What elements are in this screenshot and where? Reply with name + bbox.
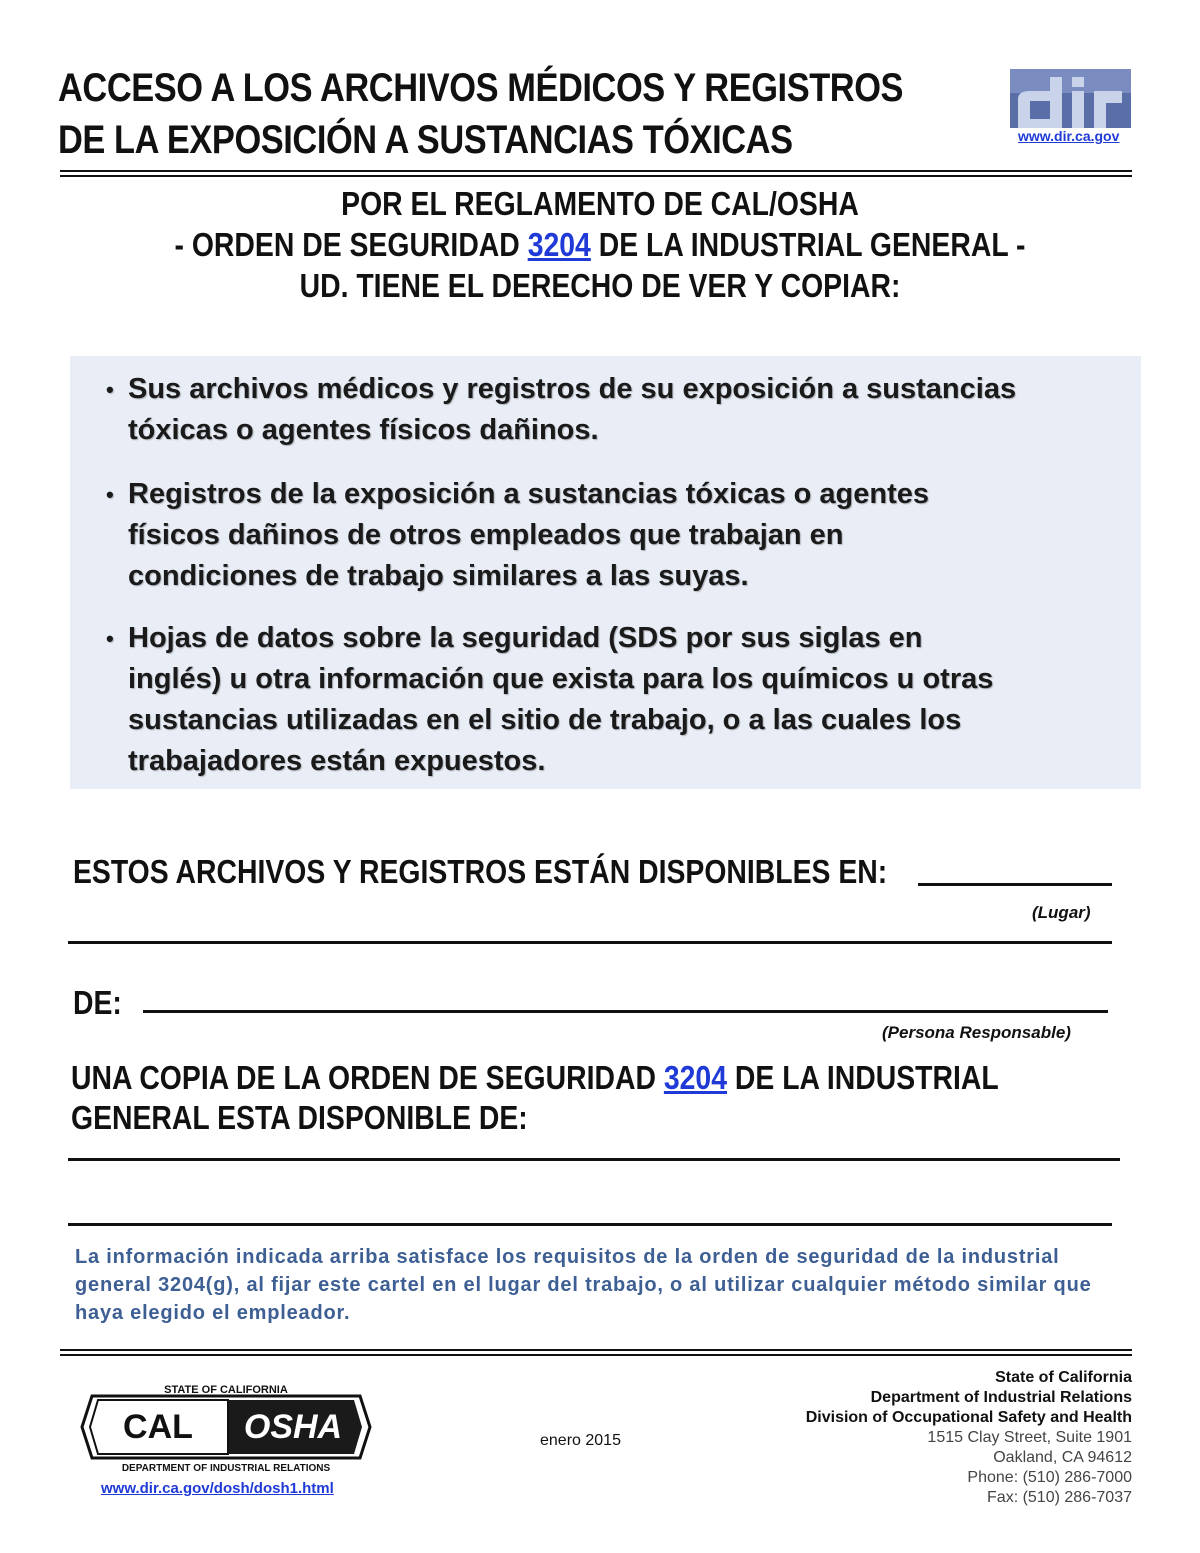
bullet-icon: • <box>106 377 114 402</box>
title-line-1: ACCESO A LOS ARCHIVOS MÉDICOS Y REGISTROS <box>58 66 904 110</box>
person-fill-line[interactable] <box>143 1010 1108 1013</box>
list-item-text: Sus archivos médicos y registros de su exposición a sustancias <box>128 373 1017 405</box>
seal-bottom-text: DEPARTMENT OF INDUSTRIAL RELATIONS <box>121 1463 331 1474</box>
subhead-line-1: POR EL REGLAMENTO DE CAL/OSHA <box>341 185 859 222</box>
copy-available-line-2: GENERAL ESTA DISPONIBLE DE: <box>71 1099 528 1136</box>
subhead-text: DE LA INDUSTRIAL GENERAL - <box>590 226 1026 263</box>
list-item-text: sustancias utilizadas en el sitio de trabajo, o a las cuales los <box>128 704 962 736</box>
address-fax: Fax: (510) 286-7037 <box>987 1489 1132 1506</box>
subhead-line-2 <box>84 224 1116 265</box>
bullet-icon: • <box>106 482 114 507</box>
address-phone: Phone: (510) 286-7000 <box>967 1469 1132 1486</box>
divider <box>60 1349 1132 1351</box>
seal-osha-text: OSHA <box>243 1408 343 1446</box>
address-department: Department of Industrial Relations <box>870 1389 1132 1406</box>
from-label: DE: <box>73 984 122 1021</box>
bullet-icon: • <box>106 626 114 651</box>
copy-text: UNA COPIA DE LA ORDEN DE SEGURIDAD <box>71 1059 664 1096</box>
divider <box>60 1354 1132 1356</box>
place-fill-line[interactable] <box>918 883 1112 886</box>
list-item <box>106 618 1118 782</box>
regulation-subheading <box>0 183 1200 306</box>
available-at-label: ESTOS ARCHIVOS Y REGISTROS ESTÁN DISPONIBLES EN: <box>73 853 888 890</box>
copy-fill-line-2[interactable] <box>68 1223 1112 1226</box>
dir-website-link[interactable]: www.dir.ca.gov <box>1018 128 1120 144</box>
address-division: Division of Occupational Safety and Health <box>805 1409 1132 1426</box>
compliance-notice: La información indicada arriba satisface los requisitos de la orden de seguridad de la industrial general 3204(g), al fijar este cartel en el lugar del trabajo, o al utilizar cualquier método similar que haya elegido el empleador. <box>75 1246 1092 1324</box>
copy-available-label <box>71 1058 999 1098</box>
copy-text: DE LA INDUSTRIAL <box>727 1059 999 1096</box>
seal-cal-text: CAL <box>123 1408 193 1446</box>
order-3204-link[interactable]: 3204 <box>527 226 591 263</box>
rights-panel <box>70 356 1141 789</box>
page-title <box>58 62 904 166</box>
divider <box>60 175 1132 177</box>
list-item-text: inglés) u otra información que exista para los químicos u otras <box>128 663 994 695</box>
list-item-text: Hojas de datos sobre la seguridad (SDS por sus siglas en <box>128 622 923 654</box>
person-hint: (Persona Responsable) <box>882 1023 1071 1042</box>
seal-top-text: STATE OF CALIFORNIA <box>164 1384 288 1396</box>
dir-logo <box>1010 69 1131 128</box>
place-fill-line-2[interactable] <box>68 941 1112 944</box>
list-item-text: tóxicas o agentes físicos dañinos. <box>128 414 599 446</box>
copy-fill-line[interactable] <box>68 1158 1120 1161</box>
list-item-text: condiciones de trabajo similares a las suyas. <box>128 560 749 592</box>
list-item <box>106 369 1118 451</box>
address-street: 1515 Clay Street, Suite 1901 <box>927 1429 1132 1446</box>
divider <box>60 170 1132 172</box>
publication-date: enero 2015 <box>540 1432 621 1449</box>
subhead-line-3: UD. TIENE EL DERECHO DE VER Y COPIAR: <box>299 267 901 304</box>
subhead-text: - ORDEN DE SEGURIDAD <box>174 226 528 263</box>
agency-address <box>806 1368 1132 1508</box>
address-city: Oakland, CA 94612 <box>993 1449 1132 1466</box>
dosh-website-link[interactable]: www.dir.ca.gov/dosh/dosh1.html <box>101 1480 334 1497</box>
order-3204-link-2[interactable]: 3204 <box>663 1059 728 1096</box>
address-state: State of California <box>995 1369 1132 1386</box>
list-item <box>106 474 1118 597</box>
title-line-2: DE LA EXPOSICIÓN A SUSTANCIAS TÓXICAS <box>58 118 793 162</box>
list-item-text: físicos dañinos de otros empleados que trabajan en <box>128 519 844 551</box>
place-hint: (Lugar) <box>1032 903 1091 922</box>
list-item-text: Registros de la exposición a sustancias tóxicas o agentes <box>128 478 930 510</box>
cal-osha-seal <box>78 1380 374 1474</box>
list-item-text: trabajadores están expuestos. <box>128 745 546 777</box>
